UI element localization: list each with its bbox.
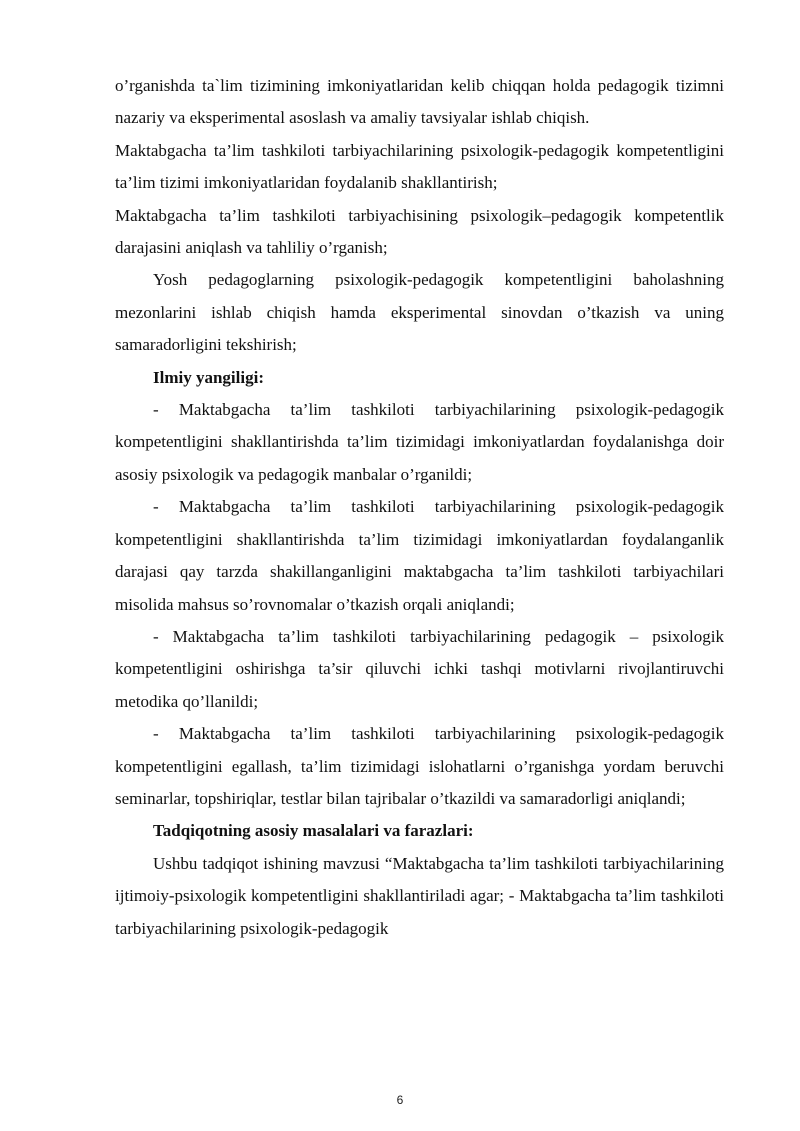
paragraph-novelty-2: - Maktabgacha ta’lim tashkiloti tarbiyachilarining psixologik-pedagogik kompetentligini shakllantirishda ta’lim tizimidagi imkoniyatlardan foydalanganlik darajasi qay tarzda shakillanganligini maktabgacha ta’lim tashkiloti tarbiyachilari misolida mahsus so’rovnomalar o’tkazish orqali aniqlandi; bbox=[115, 497, 724, 614]
paragraph-objective-1: o’rganishda ta`lim tizimining imkoniyatlaridan kelib chiqqan holda pedagogik tizimni nazariy va eksperimental asoslash va amaliy tavsiyalar ishlab chiqish. bbox=[115, 76, 724, 128]
paragraph-objective-3: Maktabgacha ta’lim tashkiloti tarbiyachisining psixologik–pedagogik kompetentlik darajasini aniqlash va tahliliy o’rganish; bbox=[115, 205, 724, 258]
paragraph-objective-2: Maktabgacha ta’lim tashkiloti tarbiyachilarining psixologik-pedagogik kompetentligini ta’lim tizimi imkoniyatlaridan foydalanib shakllantirish; bbox=[115, 140, 724, 193]
paragraph-novelty-4: - Maktabgacha ta’lim tashkiloti tarbiyachilarining psixologik-pedagogik kompetentligini egallash, ta’lim tizimidagi islohatlarni o’rganishga yordam beruvchi seminarlar, topshiriqlar, testlar bilan tajribalar o’tkazildi va samaradorligi aniqlandi; bbox=[115, 724, 724, 808]
document-page bbox=[115, 70, 724, 945]
paragraph-objective-4: Yosh pedagoglarning psixologik-pedagogik kompetentligini baholashning mezonlarini ishlab chiqish hamda eksperimental sinovdan o’tkazish va uning samaradorligini tekshirish; bbox=[115, 270, 724, 355]
section-heading-novelty: Ilmiy yangiligi: bbox=[153, 367, 264, 387]
section-heading-tasks: Tadqiqotning asosiy masalalari va farazlari: bbox=[153, 821, 474, 841]
paragraph-novelty-3: - Maktabgacha ta’lim tashkiloti tarbiyachilarining pedagogik – psixologik kompetentligini oshirishga ta’sir qiluvchi ichki tashqi motivlarni rivojlantiruvchi metodika qo’llanildi; bbox=[115, 626, 724, 711]
paragraph-tasks-1: Ushbu tadqiqot ishining mavzusi “Maktabgacha ta’lim tashkiloti tarbiyachilarining ijtimoiy-psixologik kompetentligini shakllantiriladi agar; - Maktabgacha ta’lim tashkiloti tarbiyachilarining psixologik-pedagogik bbox=[115, 853, 724, 938]
page-number: 6 bbox=[396, 1093, 404, 1107]
paragraph-novelty-1: - Maktabgacha ta’lim tashkiloti tarbiyachilarining psixologik-pedagogik kompetentligini shakllantirishda ta’lim tizimidagi imkoniyatlardan foydalanishga doir asosiy psixologik va pedagogik manbalar o’rganildi; bbox=[115, 400, 724, 484]
